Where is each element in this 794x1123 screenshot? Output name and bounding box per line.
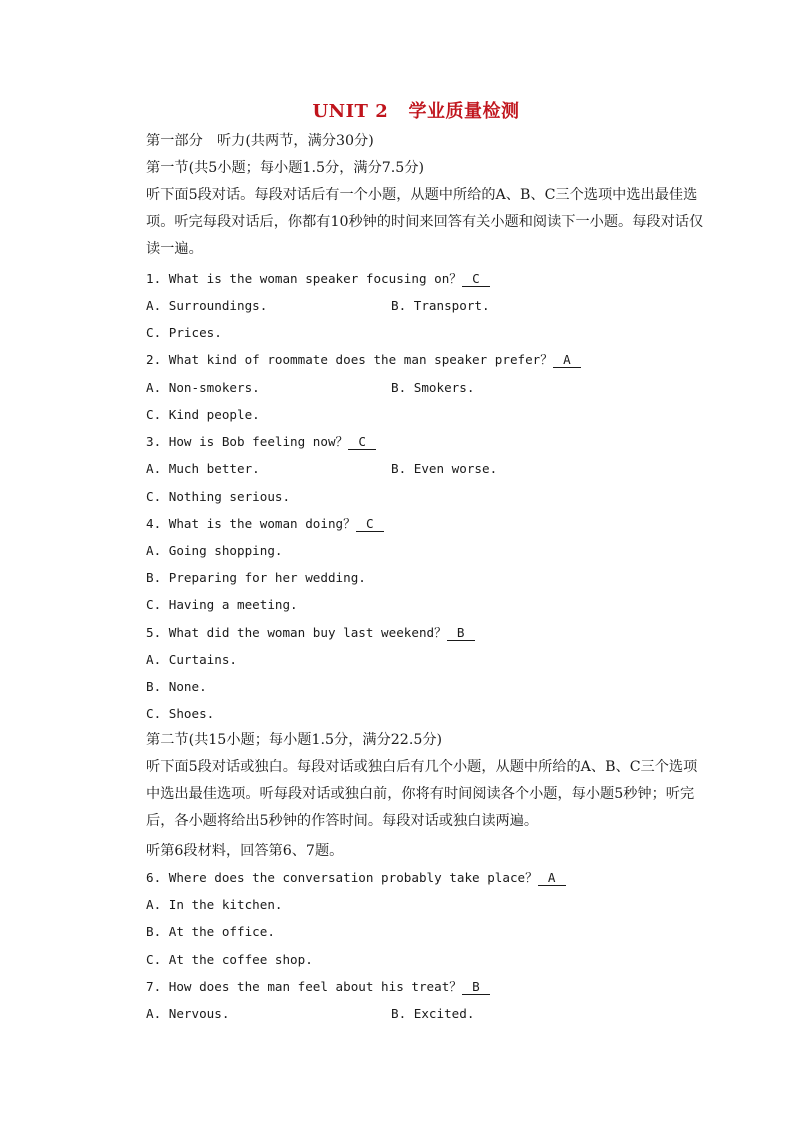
answer-blank: C [356, 516, 384, 532]
answer-blank: B [462, 979, 490, 995]
section1-instructions: 听下面5段对话。每段对话后有一个小题，从题中所给的A、B、C三个选项中选出最佳选项。听完每段对话后，你都有10秒钟的时间来回答有关小题和阅读下一小题。每段对话仅读一遍。 [146, 187, 704, 258]
option-c: C. Having a meeting. [146, 597, 298, 612]
option-c: C. Shoes. [146, 706, 215, 721]
answer-blank: A [538, 870, 566, 886]
option-b: B. At the office. [146, 924, 275, 939]
section1-heading: 第一节(共5小题；每小题1.5分，满分7.5分) [146, 160, 425, 176]
option-a: A. Going shopping. [146, 543, 283, 558]
option-c: C. Kind people. [146, 407, 260, 422]
question-4: 4. What is the woman doing？ C [146, 515, 384, 533]
option-c: C. At the coffee shop. [146, 952, 313, 967]
page-title: UNIT 2 学业质量检测 [312, 101, 520, 122]
option-b: B. Preparing for her wedding. [146, 570, 366, 585]
option-a: A. Nervous. [146, 1006, 230, 1021]
answer-blank: A [553, 352, 581, 368]
option-c: C. Nothing serious. [146, 489, 291, 504]
answer-blank: C [348, 434, 376, 450]
section2-instructions: 听下面5段对话或独白。每段对话或独白后有几个小题，从题中所给的A、B、C三个选项中选出最佳选项。听每段对话或独白前，你将有时间阅读各个小题，每小题5秒钟；听完后，各小题将给出5秒钟的作答时间。每段对话或独白读两遍。 [146, 759, 698, 830]
question-7: 7. How does the man feel about his treat？ B [146, 978, 490, 996]
option-c: C. Prices. [146, 325, 222, 340]
question-5: 5. What did the woman buy last weekend？ B [146, 624, 475, 642]
option-a: A. Curtains. [146, 652, 237, 667]
option-a: A. Surroundings. [146, 298, 268, 313]
part-heading: 第一部分 听力(共两节，满分30分) [146, 133, 374, 149]
option-b: B. Excited. [391, 1006, 475, 1021]
option-b: B. Even worse. [391, 461, 498, 476]
answer-blank: C [462, 271, 490, 287]
question-6: 6. Where does the conversation probably take place？ A [146, 869, 566, 887]
option-a: A. In the kitchen. [146, 897, 283, 912]
option-b: B. Transport. [391, 298, 490, 313]
material-note: 听第6段材料，回答第6、7题。 [146, 843, 344, 859]
option-b: B. Smokers. [391, 380, 475, 395]
question-3: 3. How is Bob feeling now？ C [146, 433, 376, 451]
answer-blank: B [447, 625, 475, 641]
section2-heading: 第二节(共15小题；每小题1.5分，满分22.5分) [146, 732, 443, 748]
question-2: 2. What kind of roommate does the man speaker prefer？ A [146, 351, 581, 369]
option-a: A. Non-smokers. [146, 380, 260, 395]
question-1: 1. What is the woman speaker focusing on？ C [146, 270, 490, 288]
option-b: B. None. [146, 679, 207, 694]
option-a: A. Much better. [146, 461, 260, 476]
